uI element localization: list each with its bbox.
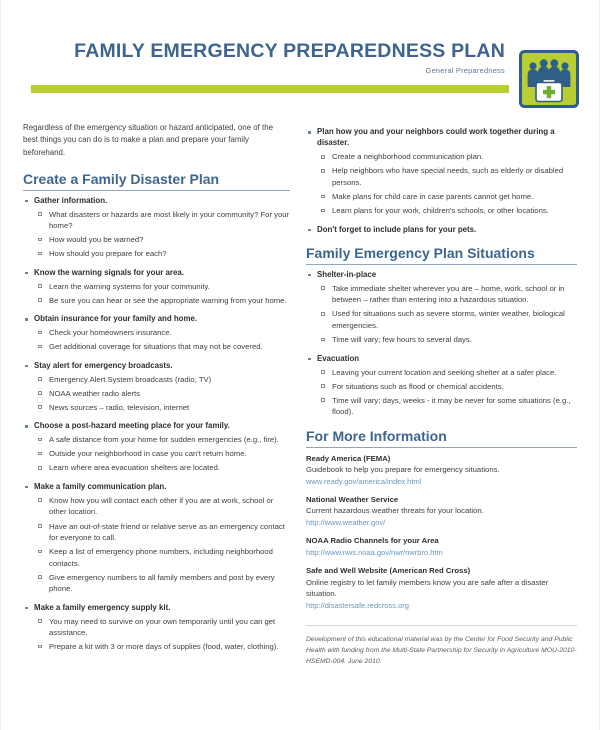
situation-subitem: Leaving your current location and seeking shelter at a safer place. <box>317 367 577 379</box>
disaster-plan-subitem: News sources – radio, television, internet <box>34 402 290 414</box>
resource-description: Online registry to let family members know you are safe after a disaster situation. <box>306 577 549 599</box>
disaster-plan-item <box>23 313 290 353</box>
section-heading-create-plan: Create a Family Disaster Plan <box>23 171 290 191</box>
section-heading-situations: Family Emergency Plan Situations <box>306 245 577 265</box>
resource-link[interactable]: http://www.weather.gov/ <box>306 517 386 527</box>
family-first-aid-icon <box>519 50 579 108</box>
situation-item <box>306 269 577 346</box>
disaster-plan-subitem: Keep a list of emergency phone numbers, including neighborhood contacts. <box>34 546 290 569</box>
content-columns <box>1 122 599 668</box>
disaster-plan-subitem: Have an out-of-state friend or relative serve as an emergency contact for everyone to call. <box>34 521 290 544</box>
header-accent-bar <box>31 85 509 93</box>
disaster-plan-subitem: NOAA weather radio alerts <box>34 388 290 400</box>
disaster-plan-subitems <box>34 616 290 653</box>
disaster-plan-subitem: What disasters or hazards are most likely in your community? For your home? <box>34 209 290 232</box>
resource-entry <box>306 494 577 528</box>
disaster-plan-subitem: Learn where area evacuation shelters are located. <box>34 462 290 474</box>
disaster-plan-subitems <box>34 374 290 414</box>
resource-entry <box>306 565 577 611</box>
resource-name: NOAA Radio Channels for your Area <box>306 536 439 546</box>
disaster-plan-item <box>23 267 290 307</box>
disaster-plan-subitem: How would you be warned? <box>34 234 290 246</box>
resources-list <box>306 453 577 611</box>
resource-link[interactable]: www.ready.gov/america/index.html <box>306 476 422 486</box>
disaster-plan-item <box>23 420 290 474</box>
disaster-plan-item <box>23 360 290 414</box>
resource-entry <box>306 453 577 487</box>
disaster-plan-item-label: Stay alert for emergency broadcasts. <box>34 360 173 370</box>
disaster-plan-item-label: Make a family emergency supply kit. <box>34 602 171 612</box>
disaster-plan-subitem: You may need to survive on your own temporarily until you can get assistance. <box>34 616 290 639</box>
disaster-plan-item-label: Gather information. <box>34 195 108 205</box>
situation-subitem: Time will vary; few hours to several days. <box>317 334 577 346</box>
situation-subitem: Used for situations such as severe storms, winter weather, biological emergencies. <box>317 308 577 331</box>
disaster-plan-subitem: Create a neighborhood communication plan. <box>317 151 577 163</box>
section-heading-more-info: For More Information <box>306 428 577 448</box>
disaster-plan-subitem: Learn the warning systems for your community. <box>34 281 290 293</box>
disaster-plan-item-label: Don't forget to include plans for your pets. <box>317 224 477 234</box>
disaster-plan-item <box>306 126 577 217</box>
situation-item-label: Evacuation <box>317 353 360 363</box>
disaster-plan-item-label: Make a family communication plan. <box>34 481 167 491</box>
situation-subitems <box>317 367 577 418</box>
disaster-plan-subitem: Help neighbors who have special needs, such as elderly or disabled persons. <box>317 165 577 188</box>
disaster-plan-subitem: Be sure you can hear or see the appropriate warning from your home. <box>34 295 290 307</box>
disaster-plan-subitem: Emergency Alert System broadcasts (radio, TV) <box>34 374 290 386</box>
document-header <box>1 0 599 75</box>
situation-subitem: Time will vary; days, weeks - it may be never for some situations (e.g., flood). <box>317 395 577 418</box>
disaster-plan-subitem: Make plans for child care in case parents cannot get home. <box>317 191 577 203</box>
disaster-plan-subitem: How should you prepare for each? <box>34 248 290 260</box>
resource-entry <box>306 535 577 558</box>
disaster-plan-item-label: Plan how you and your neighbors could work together during a disaster. <box>317 127 555 148</box>
resource-name: Safe and Well Website (American Red Cross) <box>306 566 471 575</box>
resource-name: Ready America (FEMA) <box>306 453 391 463</box>
situation-subitem: For situations such as flood or chemical accidents. <box>317 381 577 393</box>
resource-link[interactable]: http://disastersafe.redcross.org <box>306 600 409 610</box>
disaster-plan-item <box>23 602 290 653</box>
disaster-plan-subitem: Outside your neighborhood in case you can't return home. <box>34 448 290 460</box>
resource-name: National Weather Service <box>306 494 399 504</box>
intro-paragraph: Regardless of the emergency situation or hazard anticipated, one of the best things you can do is to make a plan and prepare your family beforehand. <box>23 123 274 157</box>
situation-item <box>306 353 577 418</box>
disaster-plan-item-label: Choose a post-hazard meeting place for your family. <box>34 421 230 431</box>
disaster-plan-item <box>23 195 290 260</box>
disaster-plan-subitem: A safe distance from your home for sudden emergencies (e.g., fire). <box>34 434 290 446</box>
situation-subitem: Take immediate shelter wherever you are – home, work, school or in between – rather than entering into a hazardous situation. <box>317 283 577 306</box>
create-plan-list <box>23 195 290 653</box>
situation-item-label: Shelter-in-place <box>317 269 377 279</box>
disaster-plan-subitem: Check your homeowners insurance. <box>34 327 290 339</box>
create-plan-list-continued <box>306 126 577 235</box>
disaster-plan-subitem: Give emergency numbers to all family members and post by every phone. <box>34 572 290 595</box>
disaster-plan-subitem: Know how you will contact each other if you are at work, school or other location. <box>34 495 290 518</box>
disaster-plan-subitems <box>34 209 290 260</box>
disaster-plan-subitems <box>317 151 577 216</box>
disaster-plan-subitems <box>34 327 290 353</box>
disaster-plan-subitem: Learn plans for your work, children's schools, or other locations. <box>317 205 577 217</box>
disaster-plan-item <box>306 224 577 235</box>
footnote: Development of this educational material was by the Center for Food Security and Public Health with funding from the Multi-State Partnership for Security in Agriculture MOU-2010-HSEMD-004. June 2010. <box>306 625 577 668</box>
right-column <box>306 122 577 668</box>
disaster-plan-item-label: Obtain insurance for your family and home. <box>34 314 198 324</box>
disaster-plan-subitem: Prepare a kit with 3 or more days of supplies (food, water, clothing). <box>34 641 290 653</box>
page-subtitle: General Preparedness <box>425 65 505 75</box>
disaster-plan-item <box>23 481 290 595</box>
title-block <box>23 42 577 75</box>
disaster-plan-subitems <box>34 495 290 595</box>
resource-description: Current hazardous weather threats for your location. <box>306 506 484 516</box>
disaster-plan-subitem: Get additional coverage for situations that may not be covered. <box>34 341 290 353</box>
situation-subitems <box>317 283 577 346</box>
disaster-plan-subitems <box>34 434 290 474</box>
resource-link[interactable]: http://www.nws.noaa.gov/nwr/nwrbro.htm <box>306 547 443 557</box>
disaster-plan-item-label: Know the warning signals for your area. <box>34 267 184 277</box>
situations-list <box>306 269 577 418</box>
page-title: FAMILY EMERGENCY PREPAREDNESS PLAN <box>74 40 505 62</box>
left-column <box>23 122 290 668</box>
disaster-plan-subitems <box>34 281 290 307</box>
resource-description: Guidebook to help you prepare for emergency situations. <box>306 465 500 475</box>
